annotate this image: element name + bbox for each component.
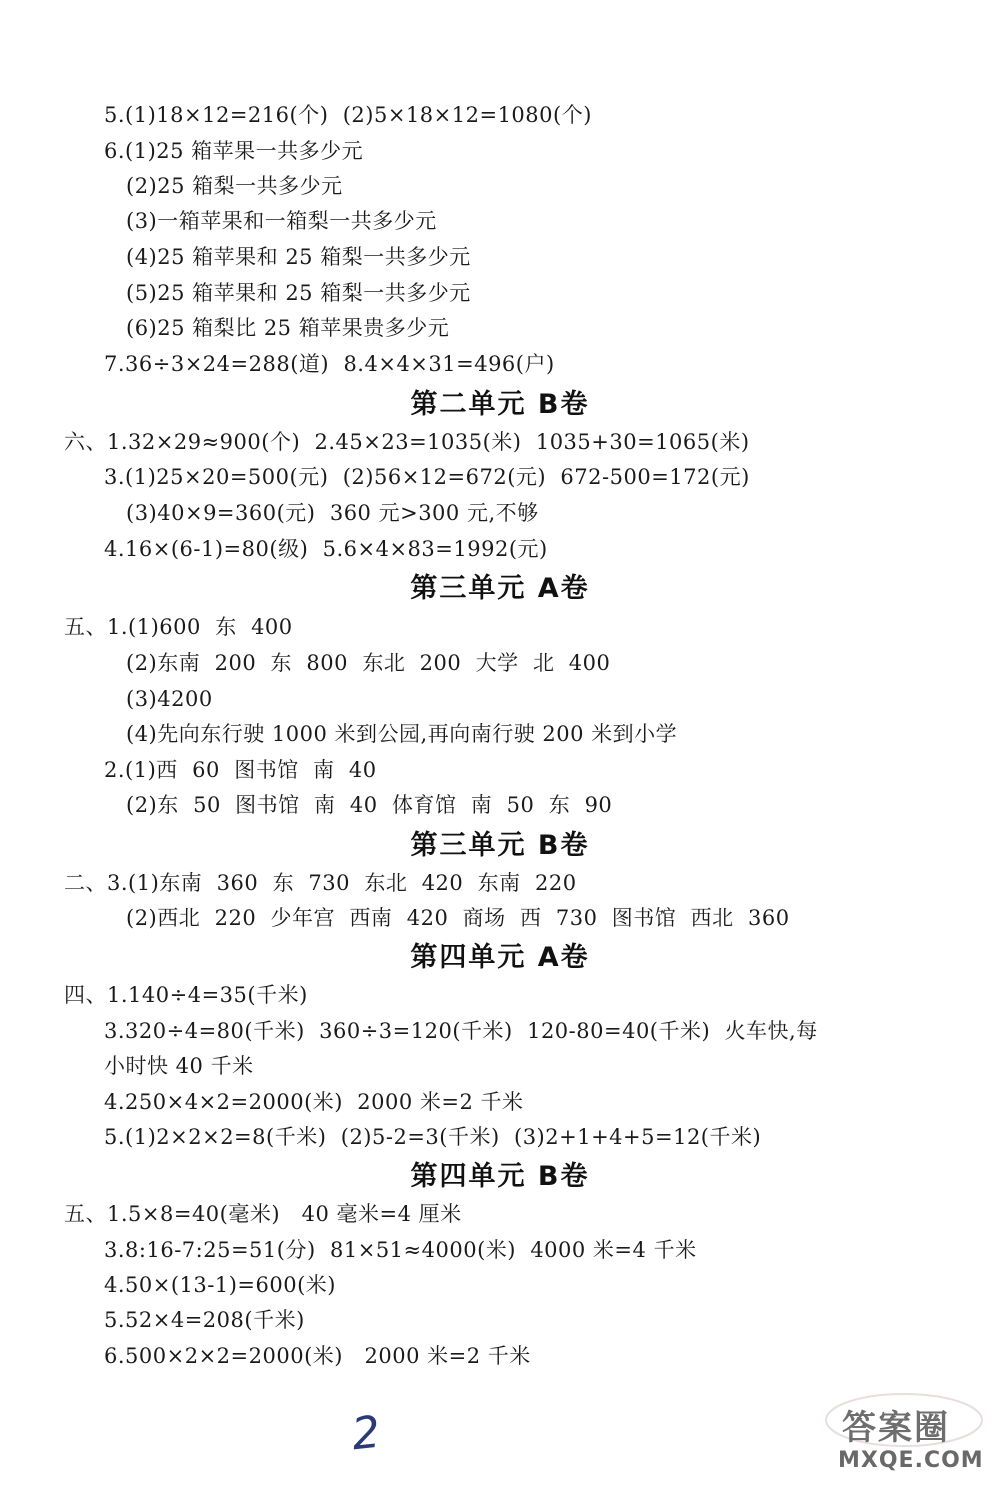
answer-line: (2)25 箱梨一共多少元 <box>126 174 343 198</box>
answer-line: (2)东 50 图书馆 南 40 体育馆 南 50 东 90 <box>126 793 613 817</box>
answer-line: 四、1.140÷4=35(千米) <box>64 983 308 1007</box>
section-heading: 第三单元 A卷 <box>410 573 590 604</box>
answer-line: 6.500×2×2=2000(米) 2000 米=2 千米 <box>104 1344 531 1368</box>
handwritten-page-number: 2 <box>349 1406 383 1461</box>
answer-line: (3)一箱苹果和一箱梨一共多少元 <box>126 209 437 233</box>
answer-line: 五、1.5×8=40(毫米) 40 毫米=4 厘米 <box>64 1202 462 1226</box>
answer-line: 3.8:16-7:25=51(分) 81×51≈4000(米) 4000 米=4 千米 <box>104 1238 697 1262</box>
answer-line: (3)4200 <box>126 687 213 711</box>
answer-line: (3)40×9=360(元) 360 元>300 元,不够 <box>126 501 539 525</box>
answer-line: (4)先向东行驶 1000 米到公园,再向南行驶 200 米到小学 <box>126 722 678 746</box>
answer-line: 五、1.(1)600 东 400 <box>64 615 293 639</box>
answer-line: 5.(1)18×12=216(个) (2)5×18×12=1080(个) <box>104 103 592 127</box>
answer-line: (4)25 箱苹果和 25 箱梨一共多少元 <box>126 245 471 269</box>
answer-line: 4.16×(6-1)=80(级) 5.6×4×83=1992(元) <box>104 537 548 561</box>
watermark-text: 答案圈 <box>842 1408 950 1448</box>
answer-line: 7.36÷3×24=288(道) 8.4×4×31=496(户) <box>104 352 555 376</box>
section-heading: 第四单元 B卷 <box>410 1161 590 1192</box>
answer-line: 5.52×4=208(千米) <box>104 1308 305 1332</box>
answer-line: 4.50×(13-1)=600(米) <box>104 1273 336 1297</box>
section-heading: 第四单元 A卷 <box>410 942 590 973</box>
answer-line: (2)西北 220 少年宫 西南 420 商场 西 730 图书馆 西北 360 <box>126 906 790 930</box>
watermark-url: MXQE.COM <box>838 1448 984 1473</box>
answer-line: (5)25 箱苹果和 25 箱梨一共多少元 <box>126 281 471 305</box>
section-heading: 第三单元 B卷 <box>410 830 590 861</box>
answer-line: 六、1.32×29≈900(个) 2.45×23=1035(米) 1035+30=1065(米) <box>64 430 750 454</box>
answer-line: (2)东南 200 东 800 东北 200 大学 北 400 <box>126 651 611 675</box>
answer-line: 二、3.(1)东南 360 东 730 东北 420 东南 220 <box>64 871 577 895</box>
answer-line: 6.(1)25 箱苹果一共多少元 <box>104 139 364 163</box>
answer-line: 3.320÷4=80(千米) 360÷3=120(千米) 120-80=40(千米) 火车快,每 <box>104 1019 818 1043</box>
answer-line: (6)25 箱梨比 25 箱苹果贵多少元 <box>126 316 450 340</box>
answer-line: 5.(1)2×2×2=8(千米) (2)5-2=3(千米) (3)2+1+4+5=12(千米) <box>104 1125 762 1149</box>
section-heading: 第二单元 B卷 <box>410 389 590 420</box>
answer-line: 4.250×4×2=2000(米) 2000 米=2 千米 <box>104 1090 524 1114</box>
answer-line: 3.(1)25×20=500(元) (2)56×12=672(元) 672-500=172(元) <box>104 465 750 489</box>
answer-line: 2.(1)西 60 图书馆 南 40 <box>104 758 377 782</box>
answer-line: 小时快 40 千米 <box>104 1054 254 1078</box>
